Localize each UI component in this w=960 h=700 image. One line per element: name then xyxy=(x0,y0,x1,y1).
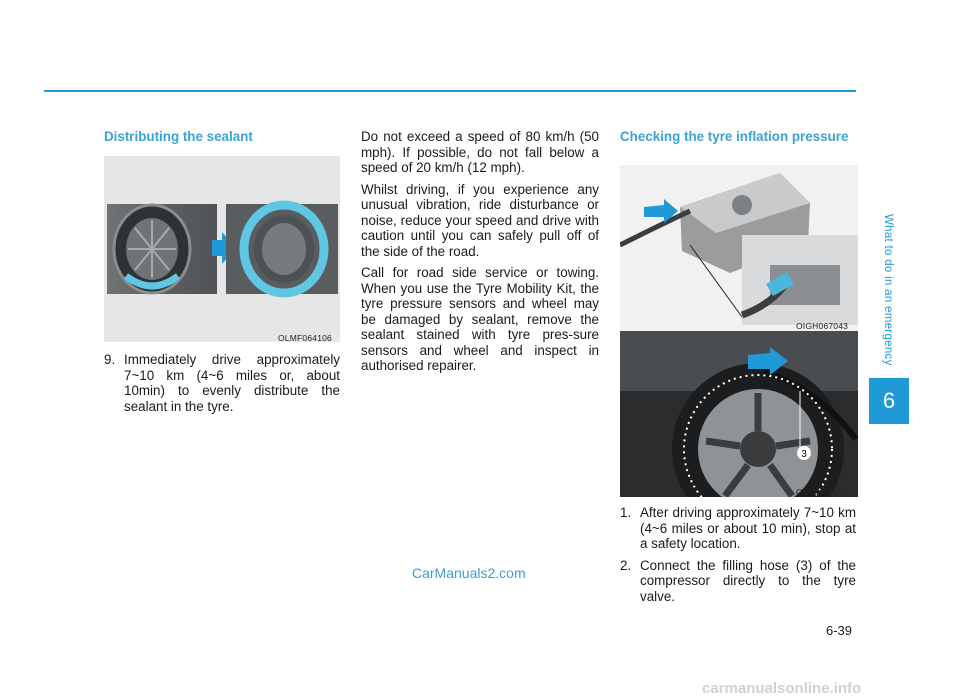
speed-paragraph: Do not exceed a speed of 80 km/h (50 mph). If possible, do not fall below a speed of 20 km/h (12 mph). xyxy=(361,129,599,175)
carmanuals-watermark[interactable]: CarManuals2.com xyxy=(412,565,526,581)
tyre-before-image xyxy=(107,204,217,294)
tyre-valve-figure xyxy=(620,331,858,497)
step-text: Immediately drive approximately 7~10 km (4~6 miles or, about 10min) to evenly distribute the sealant in the tyre. xyxy=(124,352,340,414)
chapter-number-badge: 6 xyxy=(869,378,909,424)
vibration-paragraph: Whilst driving, if you experience any unusual vibration, ride disturbance or noise, reduce your speed and drive with caution until you can safely pull off of the side of the road. xyxy=(361,181,599,259)
step-number: 9. xyxy=(104,352,116,367)
checking-pressure-heading: Checking the tyre inflation pressure xyxy=(620,129,849,144)
service-paragraph: Call for road side service or towing. When you use the Tyre Mobility Kit, the tyre pressure sensors and wheel may be damaged by sealant, remove the sealant stained with tyre pres-sure sensors and wheel and inspect in authorised repairer. xyxy=(361,265,599,373)
figure-caption-oigh: OIGH067043 xyxy=(796,321,849,331)
figure-caption-otle: OTLE068051 xyxy=(796,487,849,497)
step-9 xyxy=(104,352,340,420)
sealant-distribution-figure xyxy=(104,156,340,342)
callout-number: 3 xyxy=(801,449,807,460)
distributing-sealant-heading: Distributing the sealant xyxy=(104,129,253,144)
middle-text-column xyxy=(361,129,599,380)
step-1 xyxy=(620,505,856,552)
footer-watermark: carmanualsonline.info xyxy=(702,680,862,697)
step-number: 1. xyxy=(620,505,632,520)
compressor-figure xyxy=(620,165,858,331)
step-text: After driving approximately 7~10 km (4~6 miles or about 10 min), stop at a safety location. xyxy=(640,505,856,551)
step-text: Connect the filling hose (3) of the compressor directly to the tyre valve. xyxy=(640,557,856,604)
step-2 xyxy=(620,558,856,605)
right-steps xyxy=(620,505,856,610)
header-rule xyxy=(44,90,856,92)
section-tab-label: What to do in an emergency xyxy=(882,214,894,366)
tyre-after-image xyxy=(226,204,338,294)
page-number: 6-39 xyxy=(826,623,853,638)
step-number: 2. xyxy=(620,557,632,573)
figure-caption-olmf: OLMF064106 xyxy=(278,333,332,343)
